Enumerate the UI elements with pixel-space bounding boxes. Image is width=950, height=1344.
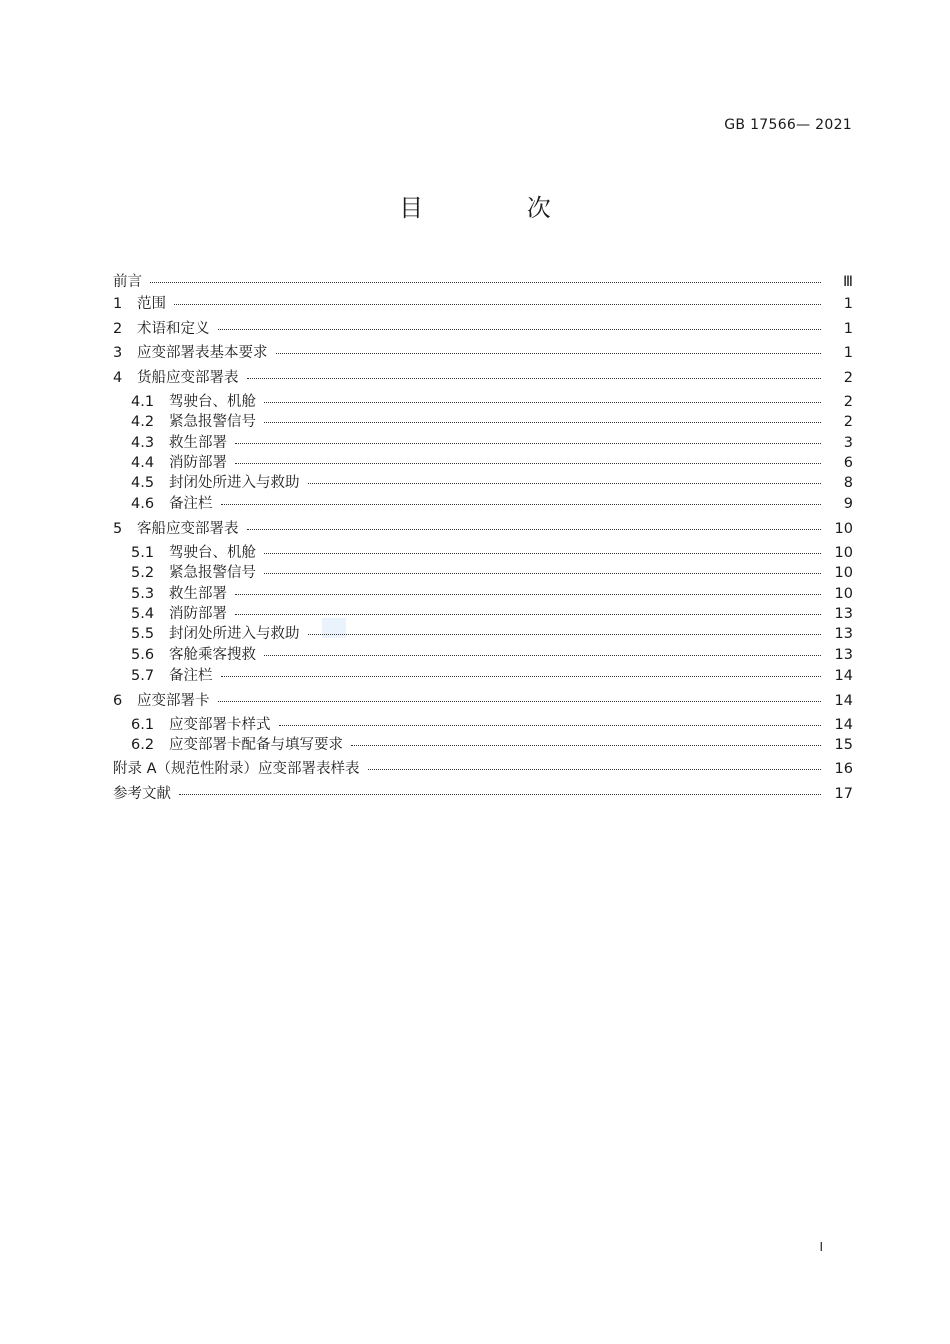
toc-leader-dots xyxy=(308,634,822,635)
toc-entry-label: 术语和定义 xyxy=(137,321,210,337)
standard-number: GB 17566— 2021 xyxy=(724,117,852,133)
toc-entry-label: 驾驶台、机舱 xyxy=(169,545,256,561)
toc-entry[interactable] xyxy=(131,602,853,622)
toc-entry-number: 6.2 xyxy=(131,737,155,753)
toc-entry-label: 封闭处所进入与救助 xyxy=(169,626,300,642)
toc-entry-page: 1 xyxy=(843,345,853,361)
toc-entry[interactable] xyxy=(113,517,853,537)
toc-entry-label: 驾驶台、机舱 xyxy=(169,394,256,410)
toc-entry-number: 4.3 xyxy=(131,435,155,451)
toc-leader-dots xyxy=(221,504,822,505)
toc-entry-page: 14 xyxy=(834,717,853,733)
toc-entry-label: 附录 A（规范性附录）应变部署表样表 xyxy=(113,761,360,777)
toc-entry-label: 消防部署 xyxy=(169,606,227,622)
toc-entry-number: 4.6 xyxy=(131,496,155,512)
toc-entry-number: 4 xyxy=(113,370,123,386)
toc-leader-dots xyxy=(264,422,821,423)
toc-entry-label: 货船应变部署表 xyxy=(137,370,239,386)
toc-entry[interactable] xyxy=(113,689,853,709)
toc-entry-page: 10 xyxy=(834,565,853,581)
toc-entry-label: 应变部署卡配备与填写要求 xyxy=(169,737,343,753)
toc-leader-dots xyxy=(235,463,821,464)
toc-entry-number: 2 xyxy=(113,321,123,337)
toc-leader-dots xyxy=(247,378,822,379)
toc-leader-dots xyxy=(235,443,821,444)
toc-leader-dots xyxy=(179,794,821,795)
toc-leader-dots xyxy=(276,353,822,354)
toc-entry-label: 消防部署 xyxy=(169,455,227,471)
toc-entry-page: 16 xyxy=(834,761,853,777)
toc-entry[interactable] xyxy=(131,622,853,642)
toc-entry[interactable] xyxy=(131,561,853,581)
toc-leader-dots xyxy=(174,304,821,305)
toc-leader-dots xyxy=(264,402,821,403)
toc-entry-number: 5.6 xyxy=(131,647,155,663)
toc-entry-number: 5.7 xyxy=(131,668,155,684)
toc-entry[interactable] xyxy=(113,757,853,777)
toc-entry-label: 前言 xyxy=(113,274,142,290)
toc-entry-number: 5.5 xyxy=(131,626,155,642)
toc-entry-number: 5.1 xyxy=(131,545,155,561)
toc-entry-label: 应变部署卡 xyxy=(137,693,210,709)
toc-entry-number: 4.1 xyxy=(131,394,155,410)
table-of-contents xyxy=(113,0,853,1344)
toc-entry[interactable] xyxy=(131,492,853,512)
toc-entry-page: 13 xyxy=(834,626,853,642)
toc-entry-label: 备注栏 xyxy=(169,668,213,684)
toc-leader-dots xyxy=(235,594,821,595)
toc-entry[interactable] xyxy=(113,782,853,802)
toc-entry-number: 4.2 xyxy=(131,414,155,430)
toc-entry-page: 13 xyxy=(834,647,853,663)
toc-entry[interactable] xyxy=(131,390,853,410)
toc-entry[interactable] xyxy=(113,366,853,386)
toc-entry-label: 封闭处所进入与救助 xyxy=(169,475,300,491)
toc-entry-label: 范围 xyxy=(137,296,166,312)
toc-entry-page: Ⅲ xyxy=(843,274,853,290)
toc-entry-number: 6.1 xyxy=(131,717,155,733)
toc-entry[interactable] xyxy=(131,471,853,491)
toc-entry-page: 1 xyxy=(843,321,853,337)
toc-leader-dots xyxy=(264,655,821,656)
toc-entry[interactable] xyxy=(113,317,853,337)
toc-leader-dots xyxy=(351,745,821,746)
toc-entry[interactable] xyxy=(131,643,853,663)
toc-entry[interactable] xyxy=(131,733,853,753)
toc-entry-page: 8 xyxy=(843,475,853,491)
toc-leader-dots xyxy=(264,573,821,574)
toc-entry-page: 14 xyxy=(834,693,853,709)
toc-leader-dots xyxy=(247,529,822,530)
toc-entry-label: 应变部署表基本要求 xyxy=(137,345,268,361)
toc-entry-page: 2 xyxy=(843,414,853,430)
toc-entry-number: 4.5 xyxy=(131,475,155,491)
toc-entry-page: 15 xyxy=(834,737,853,753)
toc-entry[interactable] xyxy=(131,541,853,561)
toc-entry-page: 14 xyxy=(834,668,853,684)
toc-entry[interactable] xyxy=(131,664,853,684)
toc-entry[interactable] xyxy=(131,431,853,451)
toc-leader-dots xyxy=(221,676,822,677)
toc-entry[interactable] xyxy=(131,410,853,430)
toc-entry-number: 3 xyxy=(113,345,123,361)
toc-entry-page: 3 xyxy=(843,435,853,451)
toc-entry[interactable] xyxy=(131,582,853,602)
toc-leader-dots xyxy=(368,769,821,770)
toc-entry-page: 2 xyxy=(843,394,853,410)
toc-entry-label: 参考文献 xyxy=(113,786,171,802)
toc-entry-page: 17 xyxy=(834,786,853,802)
toc-entry[interactable] xyxy=(113,270,853,290)
toc-leader-dots xyxy=(218,329,822,330)
toc-entry[interactable] xyxy=(113,341,853,361)
toc-entry-page: 9 xyxy=(843,496,853,512)
toc-leader-dots xyxy=(279,725,822,726)
toc-entry[interactable] xyxy=(113,292,853,312)
page-number: Ⅰ xyxy=(819,1240,823,1254)
toc-entry-label: 救生部署 xyxy=(169,435,227,451)
toc-entry-number: 5.3 xyxy=(131,586,155,602)
toc-entry[interactable] xyxy=(131,451,853,471)
toc-leader-dots xyxy=(264,553,821,554)
toc-entry[interactable] xyxy=(131,713,853,733)
toc-entry-number: 5.4 xyxy=(131,606,155,622)
toc-entry-page: 2 xyxy=(843,370,853,386)
toc-leader-dots xyxy=(150,282,821,283)
toc-entry-number: 1 xyxy=(113,296,123,312)
toc-entry-label: 救生部署 xyxy=(169,586,227,602)
toc-entry-label: 客船应变部署表 xyxy=(137,521,239,537)
toc-leader-dots xyxy=(308,483,822,484)
toc-entry-label: 紧急报警信号 xyxy=(169,414,256,430)
toc-entry-label: 紧急报警信号 xyxy=(169,565,256,581)
toc-leader-dots xyxy=(218,701,822,702)
toc-entry-label: 客舱乘客搜救 xyxy=(169,647,256,663)
toc-entry-page: 10 xyxy=(834,521,853,537)
toc-entry-label: 应变部署卡样式 xyxy=(169,717,271,733)
toc-entry-number: 5.2 xyxy=(131,565,155,581)
toc-entry-page: 10 xyxy=(834,545,853,561)
toc-entry-label: 备注栏 xyxy=(169,496,213,512)
toc-entry-page: 13 xyxy=(834,606,853,622)
toc-entry-number: 4.4 xyxy=(131,455,155,471)
toc-entry-number: 6 xyxy=(113,693,123,709)
toc-leader-dots xyxy=(235,614,821,615)
toc-entry-page: 6 xyxy=(843,455,853,471)
toc-entry-number: 5 xyxy=(113,521,123,537)
page-title: 目 次 xyxy=(399,194,599,222)
toc-entry-page: 1 xyxy=(843,296,853,312)
toc-entry-page: 10 xyxy=(834,586,853,602)
